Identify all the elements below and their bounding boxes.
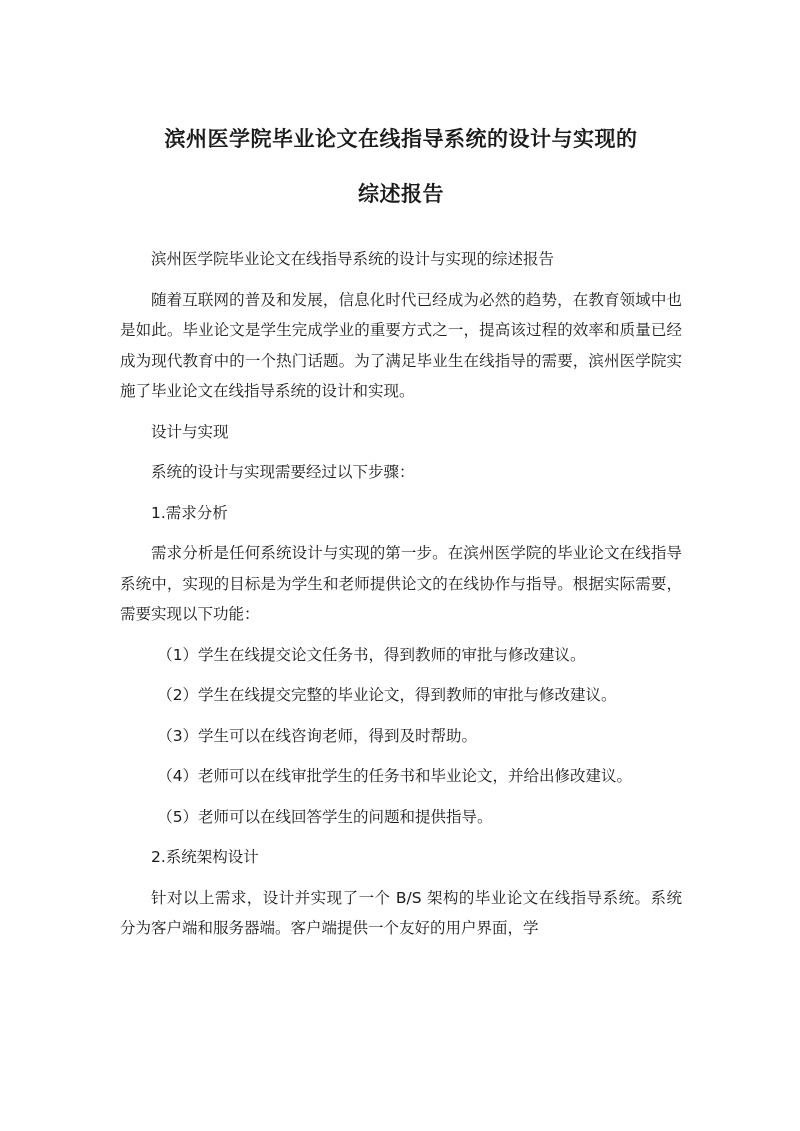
document-body xyxy=(120,244,682,944)
paragraph-subtitle: 滨州医学院毕业论文在线指导系统的设计与实现的综述报告 xyxy=(151,250,555,268)
paragraph-intro: 随着互联网的普及和发展，信息化时代已经成为必然的趋势，在教育领域中也是如此。毕业论文是学生完成学业的重要方式之一，提高该过程的效率和质量已经成为现代教育中的一个热门话题。为了满足毕业生在线指导的需要，滨州医学院实施了毕业论文在线指导系统的设计和实现。 xyxy=(120,290,682,400)
paragraph-architecture: 针对以上需求，设计并实现了一个 B/S 架构的毕业论文在线指导系统。系统分为客户端和服务器端。客户端提供一个友好的用户界面，学 xyxy=(120,888,682,937)
paragraph-steps: 系统的设计与实现需要经过以下步骤： xyxy=(151,463,415,481)
document-title xyxy=(120,112,682,222)
title-line-2: 综述报告 xyxy=(358,182,444,206)
list-item: （2）学生在线提交完整的毕业论文，得到教师的审批与修改建议。 xyxy=(157,686,617,704)
heading-architecture: 2.系统架构设计 xyxy=(151,848,259,866)
title-line-1: 滨州医学院毕业论文在线指导系统的设计与实现的 xyxy=(164,127,638,151)
heading-requirements: 1.需求分析 xyxy=(151,503,228,522)
list-item: （5）老师可以在线回答学生的问题和提供指导。 xyxy=(157,807,493,826)
list-item: （3）学生可以在线咨询老师，得到及时帮助。 xyxy=(157,726,478,745)
paragraph-requirements: 需求分析是任何系统设计与实现的第一步。在滨州医学院的毕业论文在线指导系统中，实现的目标是为学生和老师提供论文的在线协作与指导。根据实际需要，需要实现以下功能： xyxy=(120,544,682,623)
list-item: （4）老师可以在线审批学生的任务书和毕业论文，并给出修改建议。 xyxy=(157,767,633,785)
list-item: （1）学生在线提交论文任务书，得到教师的审批与修改建议。 xyxy=(157,645,586,664)
section-heading-design: 设计与实现 xyxy=(151,422,229,441)
